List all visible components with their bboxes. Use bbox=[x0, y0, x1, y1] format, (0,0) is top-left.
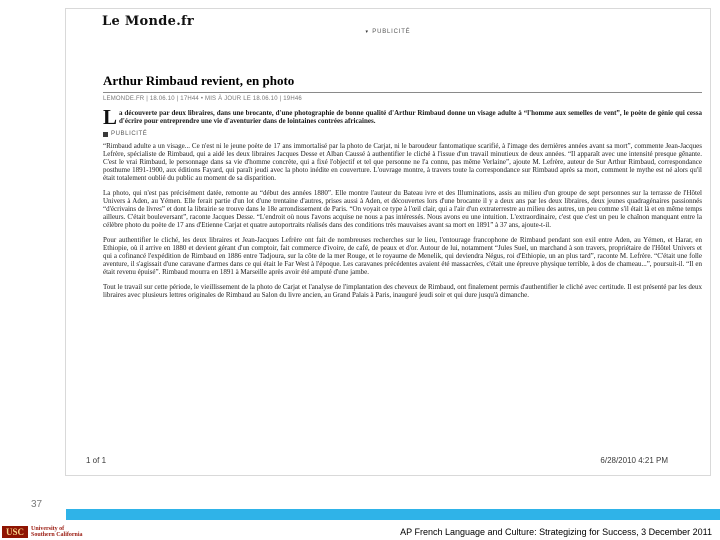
article-title: Arthur Rimbaud revient, en photo bbox=[103, 73, 702, 93]
article-paragraph: “Rimbaud adulte a un visage... Ce n'est ni le jeune poète de 17 ans immortalisé par la photo de Carjat, ni le baroudeur fantomatique scarifié, à l'image des dernières années avant sa mort”, commente Jean-Jacques Lefrère, spécialiste de Rimbaud, qui a aidé les deux libraires Jacques Desse et Alban Caussé à authentifier le cliché à l'issue d'un travail minutieux de deux années. “Il apparaît avec une intensité presque gênante. C'est le vrai Rimbaud, le personnage dans sa vie d'homme concrète, qui a fixé l'objectif et tel que personne ne l'a connu, pas même Verlaine”, ajoute M. Lefrère, auteur de Sur Arthur Rimbaud, correspondance posthume 1891-1900, aux éditions Fayard, qui paraît jeudi avec la photo inédite en couverture. L'ouvrage montre, à travers toute la correspondance sur Rimbaud après sa mort, comment le mythe est né alors qu'il était totalement oublié du public au moment de sa disparition. bbox=[103, 142, 702, 182]
usc-wordmark-line1: University of bbox=[31, 525, 65, 532]
usc-logo bbox=[2, 524, 83, 539]
ad-label-inline-text: PUBLICITÉ bbox=[111, 131, 148, 137]
usc-wordmark bbox=[31, 526, 83, 538]
ad-label-inline bbox=[103, 131, 702, 137]
ad-label-top bbox=[66, 29, 710, 35]
page-count: 1 of 1 bbox=[86, 456, 107, 465]
print-footer bbox=[86, 456, 668, 465]
slide-caption: AP French Language and Culture: Strategizing for Success, 3 December 2011 bbox=[400, 527, 712, 537]
print-timestamp: 6/28/2010 4:21 PM bbox=[600, 456, 668, 465]
article-paragraph: Pour authentifier le cliché, les deux libraires et Jean-Jacques Lefrère ont fait de nombreuses recherches sur le lieu, l'entourage francophone de Rimbaud pendant son exil entre Aden, au Yémen, et Harar, en Ethiopie, où il arrive en 1880 et devient gérant d'un comptoir, fait commerce d'ivoire, de café, de peaux et d'or. Autour de lui, notamment “Jules Suel, un marchand à son travers, propriétaire de l'Hôtel Univers et qui a cofinancé l'expédition de Rimbaud en 1886 entre Tadjoura, sur la côte de la mer Rouge, et le royaume de Menelik, qui deviendra Négus, roi d'Ethiopie, un an plus tard”, raconte M. Lefrère. “C'était une folle aventure, il s'agissait d'une caravane d'armes dans ce qui était le Far West à l'époque. Les caravanes précédentes avaient été massacrées, c'était une épreuve physique terrible, à dos de chameau...”, poursuit-il. “Il en était revenu épuisé”. Rimbaud mourra en 1891 à Marseille après avoir été amputé d'une jambe. bbox=[103, 236, 702, 276]
article-body bbox=[103, 73, 702, 306]
ad-label-top-text: PUBLICITÉ bbox=[372, 29, 411, 35]
lemonde-logo: Le Monde.fr bbox=[102, 14, 195, 29]
ad-marker-icon bbox=[103, 132, 108, 137]
article-lead-text: a découverte par deux libraires, dans une brocante, d'une photographie de bonne qualité d'Arthur Rimbaud donne un visage adulte à “l'homme aux semelles de vent”, le poète de génie qui cessa d'écrire pour entreprendre une vie d'aventurier dans de lointaines contrées africaines. bbox=[119, 109, 702, 125]
article-paragraph: Tout le travail sur cette période, le vieillissement de la photo de Carjat et l'analyse de l'implantation des cheveux de Rimbaud, ont finalement permis d'authentifier le cliché avec certitude. Il est présenté par les deux libraires avec plusieurs lettres originales de Rimbaud au Salon du livre ancien, au Grand Palais à Paris, inauguré jeudi soir et qui dure jusqu'à dimanche. bbox=[103, 283, 702, 299]
slide-number: 37 bbox=[31, 499, 43, 510]
dropcap: L bbox=[103, 105, 118, 129]
accent-bar bbox=[66, 509, 720, 520]
article-page bbox=[65, 8, 711, 476]
article-lead bbox=[103, 105, 702, 129]
usc-wordmark-line2: Southern California bbox=[31, 531, 83, 538]
ad-caret-icon: ▾ bbox=[365, 29, 369, 35]
article-meta: LEMONDE.FR | 18.06.10 | 17H44 • MIS À JOUR LE 18.06.10 | 19H46 bbox=[103, 96, 302, 102]
usc-monogram: USC bbox=[2, 526, 28, 538]
article-paragraph: La photo, qui n'est pas précisément datée, remonte au “début des années 1880”. Elle montre l'auteur du Bateau ivre et des Illuminations, assis au milieu d'un groupe de sept personnes sur la terrasse de l'Hôtel Univers à Aden, au Yémen. Elle ferait partie d'un lot d'une trentaine d'autres, prises aussi à Aden, et découvertes lors d'une brocante il y a deux ans par les deux libraires, deux jeunes quadragénaires passionnés “d'écrivains de livres” et dont la librairie se trouve dans le 18e arrondissement de Paris. “On voyait ce type à l'œil clair, qui a l'air d'un extraterrestre au milieu des autres, un peu comme s'il était là et en même temps ailleurs. C'était bouleversant”, raconte Jacques Desse. “L'endroit où nous l'avons acquise ne nous a pas intéressés. Nous avons eu une intuition. L'extraordinaire, c'est que c'est un peu le chaînon manquant entre la célèbre photo du poète de 17 ans d'Etienne Carjat et quatre autoportraits réalisés dans des conditions très mauvaises avant sa mort en 1891” à 37 ans, ajoute-t-il. bbox=[103, 189, 702, 229]
